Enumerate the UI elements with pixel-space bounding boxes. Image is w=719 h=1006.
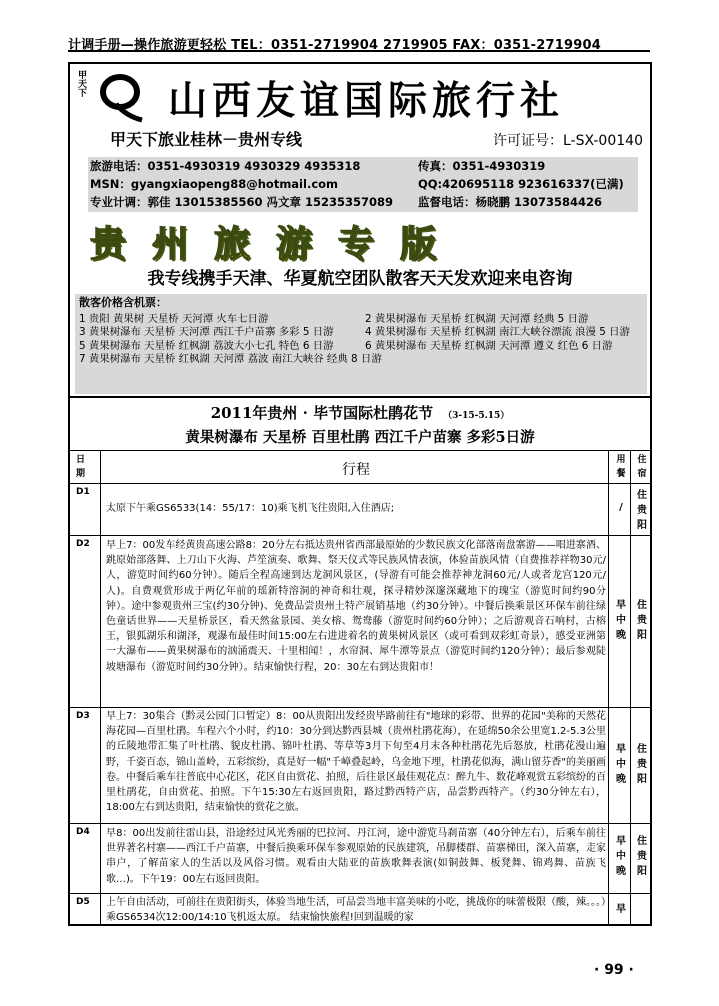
price-row: 7 黄果树瀑布 天星桥 红枫湖 天河潭 荔波 南江大峡谷 经典 8 日游	[79, 353, 382, 365]
itinerary-table	[68, 398, 652, 926]
contact-row: 专业计调：郭佳 13015385560 冯文章 15235357089 监督电话：杨晓鹏 13073584426	[90, 195, 603, 209]
table-row: D3 早上7：30集合（黔灵公园门口暂定）8：00从贵阳出发经贵毕路前往有"地球的彩带、世界的花园"美称的天然花海花园—百里杜鹃。车程六个小时，约10：30分到达黔西县城（贵州杜鹃花海），在延绵50余公里宽1.2-5.3公里的丘陵地带汇集了叶杜鹃、貌皮杜鹃、锦叶杜鹃、等草等3月下旬至4月末各种杜鹃花先后怒放，杜鹃花漫山遍野，千姿百态，锦山盖岭，五彩缤纷，真是好一幅"千嶂叠起岭，乌金地下埋，杜鹃花似海，满山留芬香"的美丽画卷。中餐后乘车往普底中心花区，花区自由赏花、拍照，后往景区最佳观花点：醉九牛、数花峰观赏五彩缤纷的百里杜鹃花，自由赏花、拍照。下午15:30左右返回贵阳，路过黔西特产店，品尝黔西特产。（约30分钟左右），18:00左右到达贵阳，结束愉快的赏花之旅。 早 中 晚 住 贵 阳	[70, 708, 650, 824]
price-list-title: 散客价格含机票：	[79, 296, 167, 309]
header-day: 日 期	[76, 455, 86, 479]
price-list	[75, 294, 647, 394]
table-row: D5 上午自由活动，可前往在贵阳街头，体验当地生活，可品尝当地丰富美味的小吃，挑战你的味蕾极限（酸，辣。。。）乘GS6534次12:00/14:10飞机返太原。 结束愉快旅程!回到温暖的家 早	[76, 897, 626, 924]
itinerary-dates: （3-15-5.15）	[443, 411, 510, 421]
header-meal: 用 餐	[616, 455, 626, 479]
agency-ad-frame	[68, 62, 652, 398]
itinerary-subtitle: 黄果树瀑布 天星桥 百里杜鹃 西江千户苗寨 多彩5日游	[185, 429, 535, 446]
page-number: · 99 ·	[594, 962, 634, 978]
contact-box	[88, 157, 638, 212]
guizhou-banner: 贵州旅游专版	[90, 223, 463, 265]
price-row: 5 黄果树瀑布 天星桥 红枫湖 荔波大小七孔 特色 6 日游 6 黄果树瀑布 天星桥 红枫湖 天河潭 遵义 红色 6 日游	[79, 339, 613, 352]
header-contact-line: 计调手册—操作旅游更轻松 TEL：0351-2719904 2719905 FAX：0351-2719904	[68, 34, 650, 52]
header-main: 行程	[342, 462, 370, 478]
contact-row: MSN：gyangxiaopeng88@hotmail.com QQ:420695118 923616337(已满)	[90, 177, 624, 191]
permit-number: 许可证号：L-SX-00140	[493, 133, 643, 149]
price-row: 1 贵阳 黄果树 天星桥 天河潭 火车七日游 2 黄果树瀑布 天星桥 红枫湖 天河潭 经典 5 日游	[79, 312, 589, 325]
slogan: 我专线携手天津、华夏航空团队散客天天发欢迎来电咨询	[147, 269, 573, 289]
agency-logo-icon	[76, 70, 148, 124]
table-row: D2 早上7：00发车经黄贵高速公路8：20分左右抵达贵州省西部最原始的少数民族文化部落南盘寨游——唱进寨酒、跳原始部落舞、上刀山下火海、芦笙演奏、歌舞、祭天仪式等民族风情表演，体验苗族风情（自费推荐祥物30元/人，游览时间约60分钟）。随后全程高速到达龙洞风景区，(导游有可能会推荐神龙洞60元/人或者龙宫120元/人)。自费观赏形成于两亿年前的瑶新特溶洞的神奇和壮观，探寻精妙深邃深藏地下的瑰宝（游览时间约90分钟）。途中参观贵州三宝(约30分钟)、免费品尝贵州土特产展销基地（约30分钟）。中餐后换乘景区环保车前往绿色童话世界——天星桥景区，看天然盆景园、美女榕、鸳鸯藤（游览时间约60分钟）；之后游观音石响村，古榕王，银狐湖乐和湖泽，观瀑布最佳时间15:00左右进进着名的黄果树风景区（或可看到双彩虹奇景），感受亚洲第一大瀑布——黄果树瀑布的汹涌震天、十里相闻！，水帘洞、犀牛潭等景点（游览时间约120分钟）；最后参观陡坡塘瀑布（游览时间约30分钟）。结束愉快行程，20：30左右到达贵阳市！ 早 中 晚 住 贵 阳	[70, 536, 650, 708]
price-row: 3 黄果树瀑布 天星桥 天河潭 西江千户苗寨 多彩 5 日游 4 黄果树瀑布 天星桥 红枫湖 南江大峡谷漂流 浪漫 5 日游	[79, 326, 630, 338]
logo-text: 甲天下	[76, 70, 86, 97]
header-stay: 住 宿	[637, 455, 647, 479]
contact-row: 旅游电话：0351-4930319 4930329 4935318 传真：0351-4930319	[90, 159, 546, 173]
itinerary-title: 2011年贵州 · 毕节国际杜鹃花节 （3-15-5.15）	[210, 404, 510, 422]
company-name: 山西友谊国际旅行社	[168, 78, 565, 124]
table-header	[70, 450, 650, 484]
route-subline: 甲天下旅业桂林－贵州专线	[110, 130, 303, 149]
table-row: D1 太原下午乘GS6533(14：55/17：10)乘飞机飞往贵阳,入住酒店; / 住 贵 阳	[70, 484, 650, 536]
table-row: D4 早8：00出发前往雷山县，沿途经过风光秀丽的巴拉河、丹江河，途中游览马刹苗寨（40分钟左右），后乘车前往世界著名村寨——西江千户苗寨，中餐后换乘环保车参观原始的民族建筑，吊脚楼群、苗寨梯田，深入苗寨，走家串户，了解苗家人的生活以及风俗习惯。观看由大陆亚的苗族歌舞表演(如铜鼓舞、板凳舞、锦鸡舞、苗族飞歌…)。下午19：00左右返回贵阳。 早 中 晚 住 贵 阳	[70, 824, 650, 894]
